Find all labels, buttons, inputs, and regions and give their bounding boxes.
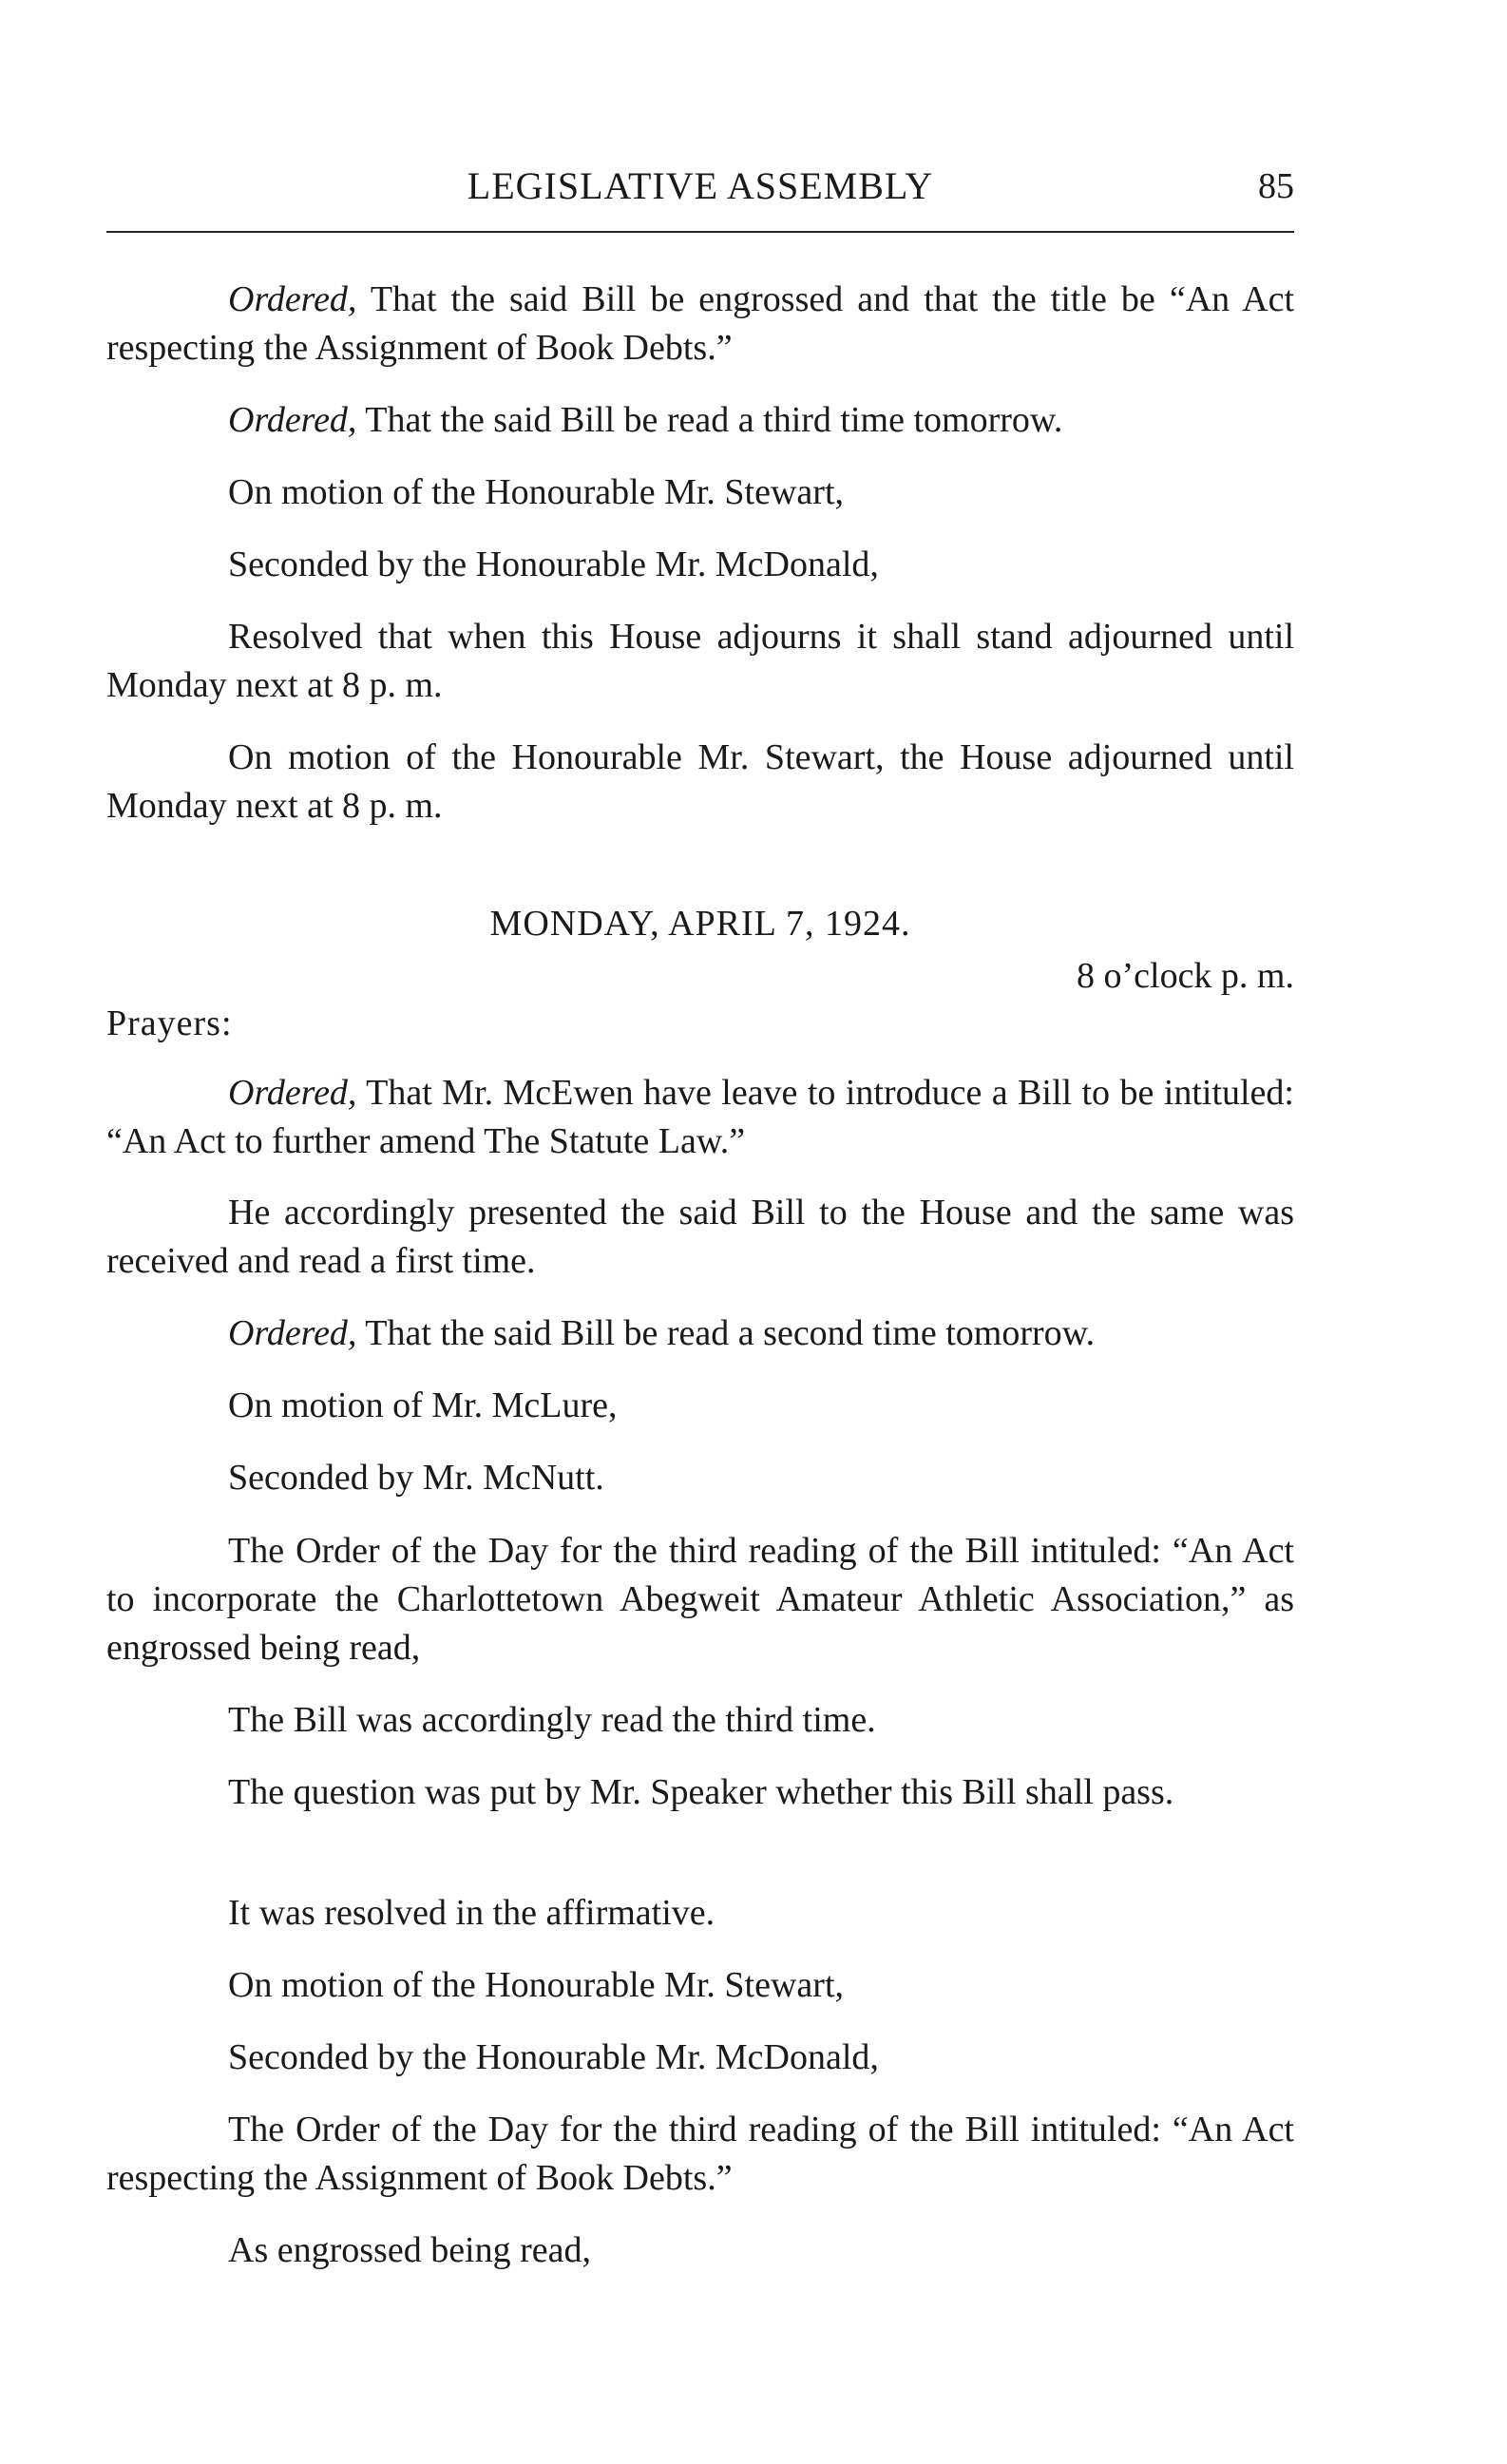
paragraph-text: The Bill was accordingly read the third time. [228, 1700, 876, 1740]
paragraph-motion-mclure [106, 1382, 1294, 1430]
paragraph-ordered-second-time [106, 1309, 1294, 1358]
paragraph-text: That Mr. McEwen have leave to introduce a Bill to be intituled: “An Act to further amend The Statute Law.” [106, 1073, 1294, 1161]
paragraph-ordered-engrossed [106, 276, 1294, 372]
ordered-lead: Ordered, [228, 1313, 357, 1353]
running-header [106, 163, 1294, 220]
paragraph-motion-stewart [106, 1961, 1294, 2010]
paragraph-text: He accordingly presented the said Bill to the House and the same was received and read a first time. [106, 1193, 1294, 1281]
paragraph-text: That the said Bill be engrossed and that the title be “An Act respecting the Assignment of Book Debts.” [106, 279, 1294, 368]
sitting-time: 8 o’clock p. m. [1076, 956, 1294, 996]
ordered-lead: Ordered, [228, 1073, 357, 1113]
paragraph-text: Seconded by the Honourable Mr. McDonald, [228, 2037, 879, 2077]
paragraph-order-of-day-abegweit [106, 1527, 1294, 1672]
paragraph-text: Seconded by Mr. McNutt. [228, 1458, 604, 1498]
paragraph-text: The Order of the Day for the third reading of the Bill intituled: “An Act respecting the Assignment of Book Debts.” [106, 2110, 1294, 2198]
paragraph-adjourned [106, 734, 1294, 831]
paragraph-read-third-time [106, 1696, 1294, 1745]
paragraph-text: Seconded by the Honourable Mr. McDonald, [228, 544, 879, 584]
prayers-label: Prayers: [106, 1003, 233, 1043]
paragraph-resolved [106, 613, 1294, 710]
paragraph-text: It was resolved in the affirmative. [228, 1893, 715, 1933]
paragraph-seconded [106, 541, 1294, 589]
paragraph-ordered-third-time [106, 396, 1294, 445]
paragraph-text: On motion of the Honourable Mr. Stewart, the House adjourned until Monday next at 8 p. m. [106, 737, 1294, 826]
header-title: LEGISLATIVE ASSEMBLY [467, 164, 934, 207]
paragraph-text: Resolved that when this House adjourns it shall stand adjourned until Monday next at 8 p. m. [106, 617, 1294, 705]
paragraph-order-of-day-book-debts [106, 2106, 1294, 2203]
paragraph-text: On motion of Mr. McLure, [228, 1385, 618, 1425]
paragraph-ordered-leave [106, 1069, 1294, 1166]
paragraph-presented [106, 1189, 1294, 1286]
paragraph-text: On motion of the Honourable Mr. Stewart, [228, 1965, 845, 2005]
ordered-lead: Ordered, [228, 279, 357, 319]
header-rule [106, 231, 1294, 233]
paragraph-as-engrossed [106, 2226, 1294, 2275]
ordered-lead: Ordered, [228, 400, 357, 440]
paragraph-text: The question was put by Mr. Speaker whether this Bill shall pass. [228, 1772, 1174, 1812]
paragraph-text: That the said Bill be read a second time tomorrow. [356, 1313, 1096, 1353]
sitting-date-heading: MONDAY, APRIL 7, 1924. [489, 904, 911, 944]
paragraph-motion [106, 468, 1294, 517]
paragraph-text: The Order of the Day for the third reading of the Bill intituled: “An Act to incorporate the Charlottetown Abegweit Amateur Athletic Association,” as engrossed being read, [106, 1531, 1294, 1668]
page-number: 85 [1258, 166, 1294, 206]
paragraph-text: On motion of the Honourable Mr. Stewart, [228, 472, 845, 512]
paragraph-resolved-affirmative [106, 1889, 1294, 1938]
paragraph-text: That the said Bill be read a third time tomorrow. [356, 400, 1063, 440]
paragraph-question-put [106, 1768, 1294, 1817]
paragraph-seconded-mcnutt [106, 1454, 1294, 1502]
paragraph-text: As engrossed being read, [228, 2230, 592, 2270]
paragraph-seconded-mcdonald [106, 2034, 1294, 2082]
